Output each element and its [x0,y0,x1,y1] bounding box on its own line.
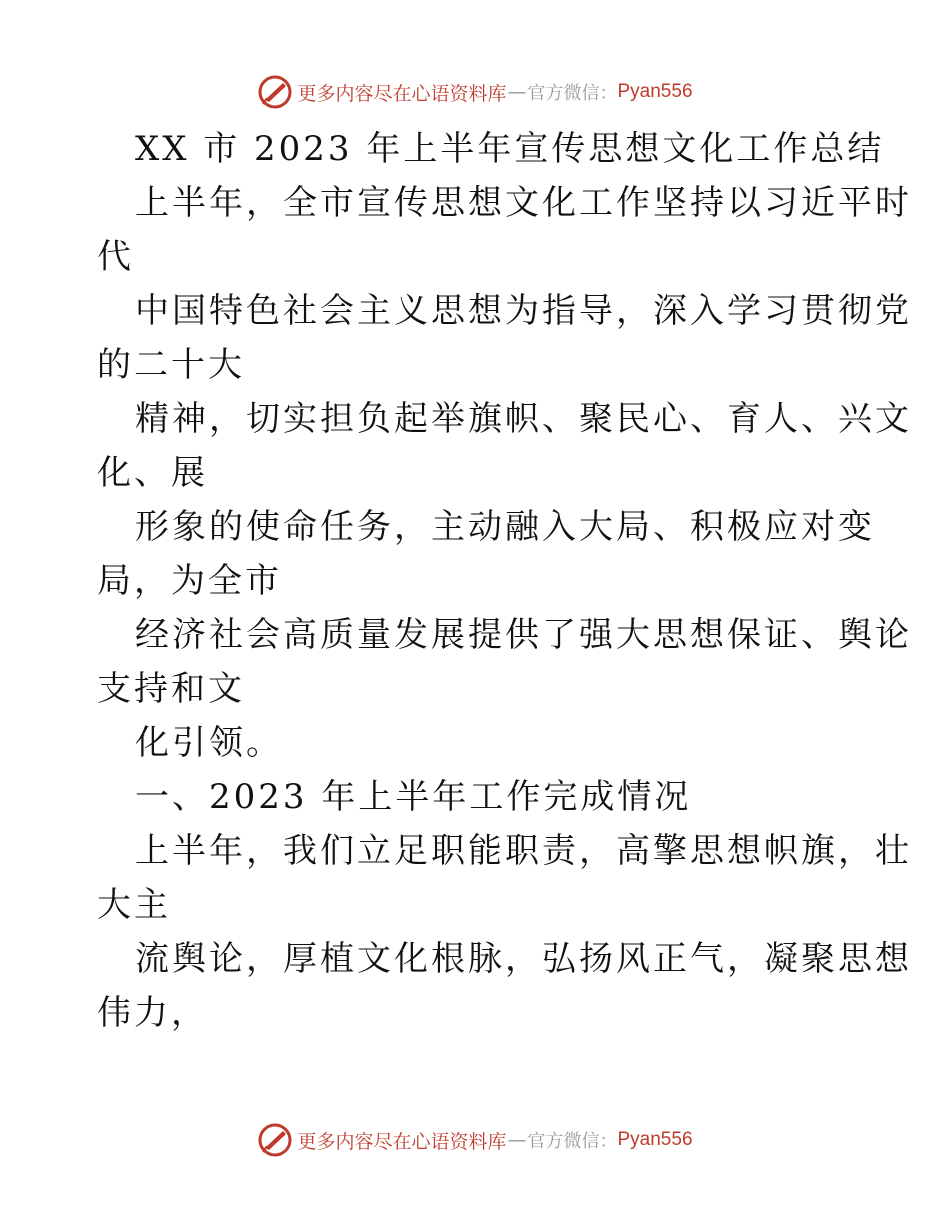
text-line: 精神，切实担负起举旗帜、聚民心、育人、兴文 [135,399,912,439]
watermark-label: 官方微信： [527,83,618,104]
text-line: 支持和文 [97,669,245,709]
footer-watermark [0,1120,950,1160]
watermark-text: 更多内容尽在心语资料库 [297,1130,507,1153]
text-line: 上半年，我们立足职能职责，高擎思想帜旗，壮 [135,831,912,871]
quill-logo-icon [257,74,293,110]
text-line: 流舆论，厚植文化根脉，弘扬风正气，凝聚思想 [135,939,912,979]
text-line: 伟力， [97,993,208,1033]
document-body [97,122,912,1040]
text-line: 中国特色社会主义思想为指导，深入学习贯彻党 [135,291,912,331]
text-line: 化、展 [97,453,208,493]
text-line: 形象的使命任务，主动融入大局、积极应对变 [135,507,875,547]
watermark-dash: — [507,81,527,103]
quill-logo-icon [257,1122,293,1158]
watermark-id: Pyan556 [617,81,693,102]
text-line: 局，为全市 [97,561,282,601]
watermark-id: Pyan556 [617,1129,693,1150]
text-line: 的二十大 [97,345,245,385]
text-line: 化引领。 [135,723,283,763]
text-line: 经济社会高质量发展提供了强大思想保证、舆论 [135,615,912,655]
watermark-text: 更多内容尽在心语资料库 [297,82,507,105]
text-line: 上半年，全市宣传思想文化工作坚持以习近平时 [135,183,912,223]
watermark-label: 官方微信： [527,1131,618,1152]
section-heading: 一、2023 年上半年工作完成情况 [135,777,692,817]
watermark-dash: — [507,1129,527,1151]
text-line: 大主 [97,885,171,925]
header-watermark [0,72,950,112]
text-line: 代 [97,237,134,277]
document-title: XX 市 2023 年上半年宣传思想文化工作总结 [135,129,885,169]
